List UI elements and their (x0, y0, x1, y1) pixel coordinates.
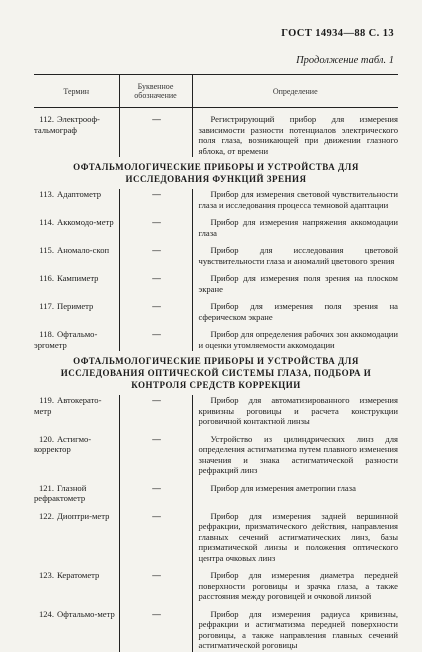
term-cell (34, 434, 119, 477)
symbol-dash: — (152, 273, 161, 283)
term-number: 113. (39, 189, 54, 199)
definition-cell: Прибор для измерения диаметра передней поверхности роговицы и зрачка глаза, а также расстояния между роговицей и очковой линзой (198, 570, 398, 601)
table-row (34, 483, 398, 505)
table-row (34, 301, 398, 323)
term-cell (34, 511, 119, 565)
term-cell (34, 273, 119, 295)
term-text: Автокерато-метр (34, 395, 102, 416)
symbol-cell (119, 570, 192, 603)
term-text: Адаптометр (57, 189, 102, 199)
term-text: Аккомодо-метр (57, 217, 114, 227)
symbol-cell (119, 114, 192, 157)
term-cell (34, 329, 119, 351)
column-header-symbol: Буквенное обозначение (119, 75, 192, 108)
symbol-cell (119, 245, 192, 267)
section-heading-row (34, 351, 398, 395)
term-text: Офтальмо-метр (57, 608, 115, 619)
symbol-cell (119, 217, 192, 239)
definition-cell: Прибор для измерения поля зрения на плоском экране (198, 273, 398, 294)
definition-cell: Прибор для автоматизированного измерения кривизны роговицы и расчета конструкции роговичной контактной линзы (198, 395, 398, 426)
term-number: 121. (38, 482, 54, 493)
symbol-cell (119, 273, 192, 295)
symbol-cell (119, 483, 192, 505)
definition-cell: Прибор для измерения поля зрения на сферическом экране (198, 301, 398, 322)
symbol-dash: — (152, 510, 161, 521)
symbol-cell (119, 329, 192, 351)
term-text: Электрооф-тальмограф (34, 114, 100, 135)
symbol-cell (119, 434, 192, 477)
symbol-dash: — (152, 329, 161, 339)
term-number: 123. (38, 570, 54, 580)
term-number: 115. (39, 245, 54, 255)
column-header-definition: Определение (192, 75, 398, 108)
term-number: 116. (39, 273, 54, 283)
symbol-cell (119, 395, 192, 428)
symbol-cell (119, 301, 192, 323)
term-text: Кератометр (57, 570, 100, 580)
table-header-row (34, 75, 398, 108)
symbol-dash: — (152, 608, 161, 619)
table-row (34, 245, 398, 267)
term-text: Глазной рефрактометр (34, 482, 87, 503)
term-cell (34, 483, 119, 505)
table-row (34, 217, 398, 239)
term-text: Диоптри-метр (57, 510, 110, 521)
term-cell (34, 217, 119, 239)
table-row (34, 609, 398, 652)
term-number: 117. (39, 301, 54, 311)
term-text: Офтальмо-эргометр (34, 329, 98, 350)
table-row (34, 395, 398, 428)
term-text: Аномало-скоп (57, 245, 110, 255)
term-text: Периметр (57, 301, 94, 311)
symbol-dash: — (152, 482, 161, 493)
definition-cell: Прибор для измерения напряжения аккомодации глаза (198, 217, 398, 238)
term-cell (34, 609, 119, 652)
symbol-dash: — (152, 570, 161, 580)
definition-cell: Прибор для измерения радиуса кривизны, рефракции и астигматизма передней поверхности роговицы, а также направления главных сечений астигматической роговицы (198, 608, 398, 650)
term-number: 120. (38, 433, 54, 444)
page-reference: ГОСТ 14934—88 С. 13 (281, 28, 394, 39)
definition-cell: Прибор для измерения задней вершинной рефракции, призматического действия, направления главных сечений астигматических линз, базы призматической линзы и положения оптического центра очковых линз (198, 510, 398, 563)
column-header-term: Термин (34, 75, 119, 108)
symbol-cell (119, 511, 192, 565)
terms-table (34, 74, 398, 652)
term-number: 124. (38, 608, 54, 619)
table-body (34, 108, 398, 652)
term-text: Астигмо-корректор (34, 433, 92, 454)
table-row (34, 329, 398, 351)
definition-cell: Прибор для измерения аметропии глаза (210, 482, 356, 493)
table-row (34, 114, 398, 157)
symbol-dash: — (152, 189, 161, 199)
table-row (34, 570, 398, 603)
symbol-dash: — (152, 217, 161, 227)
term-number: 122. (38, 510, 54, 521)
definition-cell: Регистрирующий прибор для измерения зависимости разности потенциалов электрического поля глаза, возникающей при движении глазного яблока, от времени (198, 114, 398, 156)
section-heading: ОФТАЛЬМОЛОГИЧЕСКИЕ ПРИБОРЫ И УСТРОЙСТВА ДЛЯ ИССЛЕДОВАНИЯ ФУНКЦИЙ ЗРЕНИЯ (73, 162, 359, 184)
table-continuation-label: Продолжение табл. 1 (296, 55, 394, 66)
symbol-dash: — (152, 114, 161, 124)
definition-cell: Устройство из цилиндрических линз для определения астигматизма путем плавного изменения значения и знака астигматической разности рефракций линз (198, 433, 398, 475)
table-row (34, 434, 398, 477)
symbol-dash: — (152, 395, 161, 405)
term-text: Кампиметр (57, 273, 99, 283)
table-row (34, 511, 398, 565)
term-cell (34, 245, 119, 267)
symbol-cell (119, 189, 192, 211)
term-number: 112. (39, 114, 54, 124)
term-number: 119. (39, 395, 54, 405)
term-cell (34, 301, 119, 323)
table-row (34, 273, 398, 295)
table-row (34, 189, 398, 211)
definition-cell: Прибор для исследования цветовой чувствительности глаза и аномалий цветового зрения (198, 245, 398, 266)
symbol-dash: — (152, 433, 161, 444)
term-cell (34, 570, 119, 603)
term-cell (34, 114, 119, 157)
term-number: 114. (39, 217, 54, 227)
term-number: 118. (39, 329, 54, 339)
symbol-cell (119, 609, 192, 652)
symbol-dash: — (152, 301, 161, 311)
term-cell (34, 395, 119, 428)
term-cell (34, 189, 119, 211)
section-heading: ОФТАЛЬМОЛОГИЧЕСКИЕ ПРИБОРЫ И УСТРОЙСТВА ДЛЯ ИССЛЕДОВАНИЯ ОПТИЧЕСКОЙ СИСТЕМЫ ГЛАЗА, ПОДБОРА И КОНТРОЛЯ СРЕДСТВ КОРРЕКЦИИ (60, 356, 372, 390)
section-heading-row (34, 157, 398, 189)
symbol-dash: — (152, 245, 161, 255)
definition-cell: Прибор для определения рабочих зон аккомодации и оценки утомляемости аккомодации (198, 329, 398, 350)
definition-cell: Прибор для измерения световой чувствительности глаза и исследования процесса темновой адаптации (198, 189, 398, 210)
